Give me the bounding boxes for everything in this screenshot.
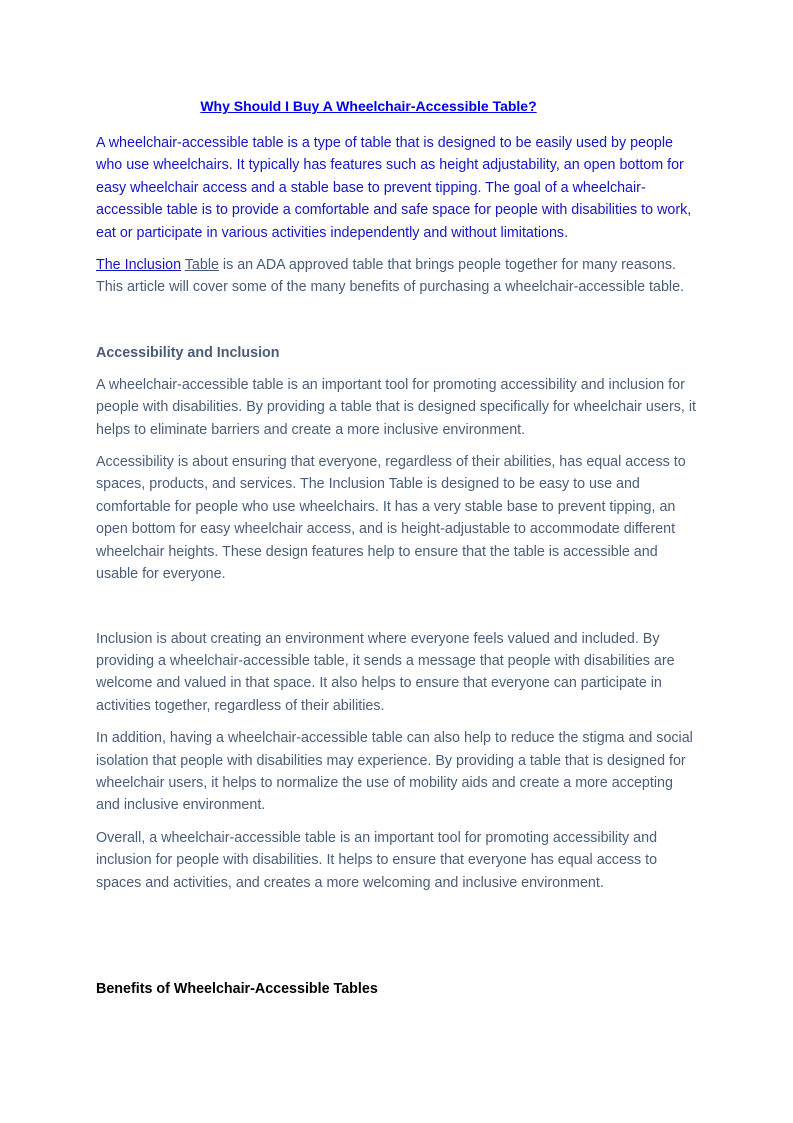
- inclusion-link-text[interactable]: The Inclusion: [96, 257, 182, 274]
- document-page: [96, 96, 696, 1000]
- page-title[interactable]: Why Should I Buy A Wheelchair-Accessible Table?: [200, 98, 537, 114]
- accessibility-paragraph-2: Accessibility is about ensuring that everyone, regardless of their abilities, has equal access to spaces, products, and services. The Inclusion Table is designed to be easy to use and comfortable for people who use wheelchairs. It has a very stable base to prevent tipping, an open bottom for easy wheelchair access, and is height-adjustable to accommodate different wheelchair heights. These design features help to ensure that the table is accessible and usable for everyone.: [96, 454, 686, 583]
- accessibility-paragraph-1: A wheelchair-accessible table is an important tool for promoting accessibility and inclusion for people with disabilities. By providing a table that is designed specifically for wheelchair users, it helps to eliminate barriers and create a more inclusive environment.: [96, 376, 696, 438]
- inclusion-link-table[interactable]: Table: [184, 257, 219, 274]
- inclusion-paragraph-rest: is an ADA approved table that brings people together for many reasons. This article will cover some of the many benefits of purchasing a wheelchair-accessible table.: [96, 257, 685, 296]
- inclusion-paragraph: [96, 254, 696, 299]
- accessibility-paragraph-5: Overall, a wheelchair-accessible table is an important tool for promoting accessibility and inclusion for people with disabilities. It helps to ensure that everyone has equal access to spaces and activities, and creates a more welcoming and inclusive environment.: [96, 829, 658, 891]
- section-heading-accessibility: Accessibility and Inclusion: [96, 344, 280, 361]
- section-heading-benefits: Benefits of Wheelchair-Accessible Tables: [96, 980, 378, 997]
- accessibility-paragraph-4: In addition, having a wheelchair-accessible table can also help to reduce the stigma and social isolation that people with disabilities may experience. By providing a table that is designed for wheelchair users, it helps to normalize the use of mobility aids and create a more accepting and inclusive environment.: [96, 730, 693, 814]
- inclusion-paragraph-3: Inclusion is about creating an environment where everyone feels valued and included. By providing a wheelchair-accessible table, it sends a message that people with disabilities are welcome and valued in that space. It also helps to ensure that everyone can participate in activities together, regardless of their abilities.: [96, 630, 675, 714]
- intro-paragraph: A wheelchair-accessible table is a type of table that is designed to be easily used by people who use wheelchairs. It typically has features such as height adjustability, an open bottom for easy wheelchair access and a stable base to prevent tipping. The goal of a wheelchair-accessible table is to provide a comfortable and safe space for people with disabilities to work, eat or participate in various activities independently and without limitations.: [96, 135, 692, 241]
